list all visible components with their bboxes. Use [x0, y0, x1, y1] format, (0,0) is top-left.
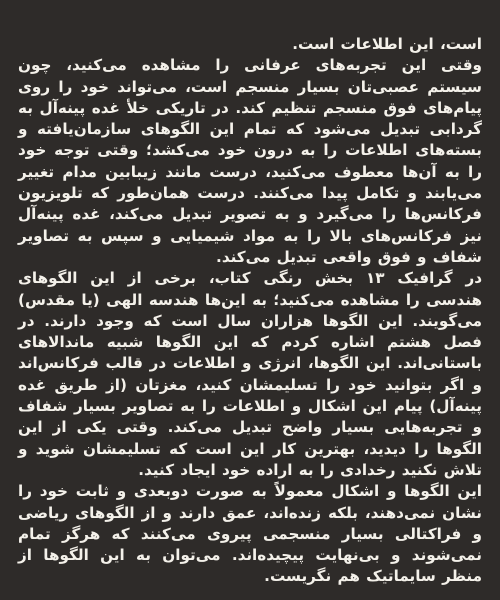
paragraph-2: وقتی این تجربه‌های عرفانی را مشاهده می‌کنید، چون سیستم عصبی‌تان بسیار منسجم است، می‌تواند خود را روی پیام‌های فوق منسجم تنظیم کند. در تاریکی خلأ غده پینه‌آل به گردابی تبدیل می‌شود که تمام این الگوهای سازمان‌یافته و بسته‌های اطلاعات را به درون خود می‌کشد؛ وقتی توجه خود را به آن‌ها معطوف می‌کنید، درست مانند زیبابین مدام تغییر می‌یابند و تکامل پیدا می‌کنند. درست همان‌طور که تلویزیون فرکانس‌ها را می‌گیرد و به تصویر تبدیل می‌کند، غده پینه‌آل نیز فرکانس‌های بالا را به مواد شیمیایی و سپس به تصاویر شفاف و فوق واقعی تبدیل می‌کند.: [18, 56, 482, 266]
paragraph-3: در گرافیک ۱۳ بخش رنگی کتاب، برخی از این الگوهای هندسی را مشاهده می‌کنید؛ به این‌ها هندسه الهی (یا مقدس) می‌گویند. این الگوها هزاران سال است که وجود دارند. در فصل هشتم اشاره کردم که این الگوها شبیه ماندالاهای باستانی‌اند. این الگوها، انرژی و اطلاعات در قالب فرکانس‌اند و اگر بتوانید خود را تسلیمشان کنید، مغزتان (از طریق غده پینه‌آل) پیام این اشکال و اطلاعات را به تصاویر بسیار شفاف و تجربه‌هایی بسیار واضح تبدیل می‌کند. وقتی یکی از این الگوها را دیدید، بهترین کار این است که تسلیمشان شوید و تلاش نکنید رخدادی را به اراده خود ایجاد کنید.: [18, 269, 482, 479]
paragraph-1: است، این اطلاعات است.: [292, 35, 482, 53]
paragraph-4: این الگوها و اشکال معمولاً به صورت دوبعدی و ثابت خود را نشان نمی‌دهند، بلکه زنده‌اند، عمق دارند و از الگوهای ریاضی و فراکتالی بسیار منسجمی پیروی می‌کنند که هرگز تمام نمی‌شوند و بی‌نهایت پیچیده‌اند. می‌توان به این الگوها از منظر سایماتیک هم نگریست.: [18, 482, 482, 586]
